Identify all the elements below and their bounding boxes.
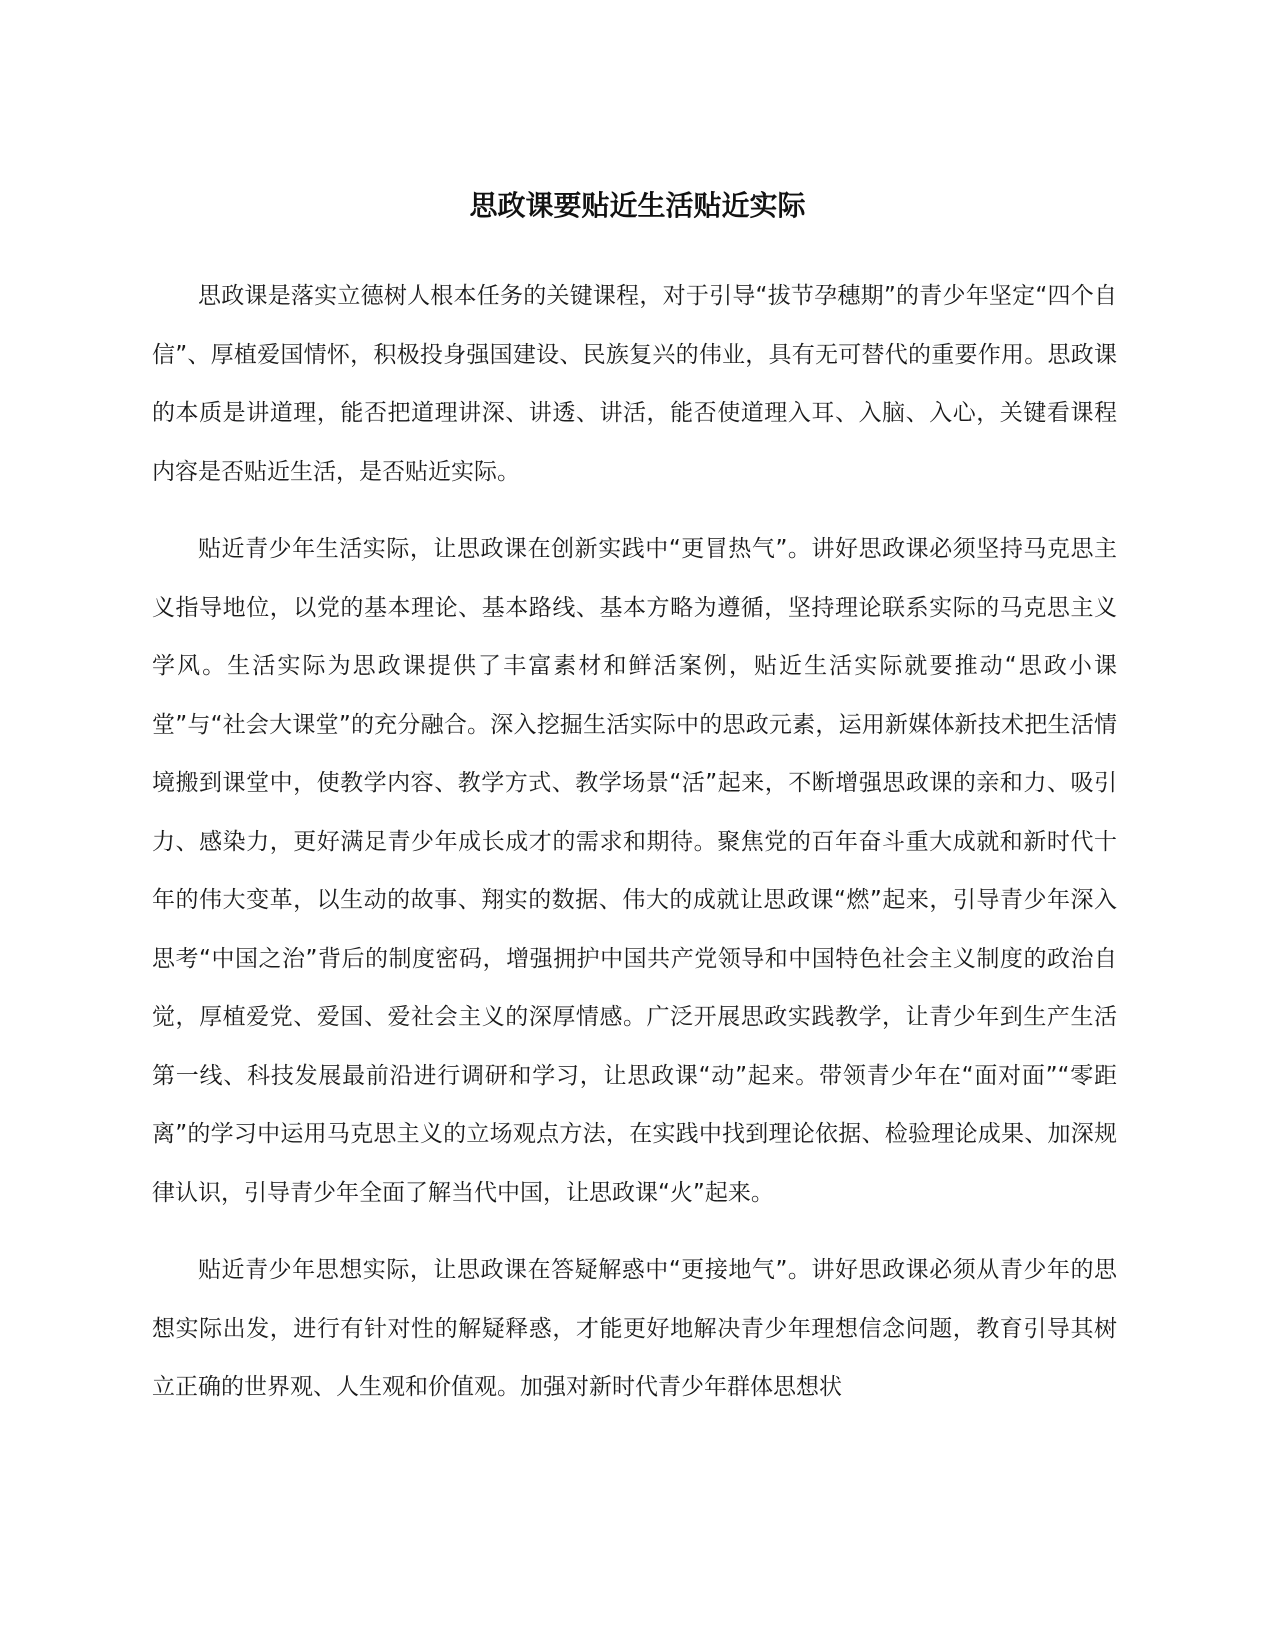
paragraph-intro: 思政课是落实立德树人根本任务的关键课程，对于引导“拔节孕穗期”的青少年坚定“四个自信”、厚植爱国情怀，积极投身强国建设、民族复兴的伟业，具有无可替代的重要作用。思政课的本质是讲道理，能否把道理讲深、讲透、讲活，能否使道理入耳、入脑、入心，关键看课程内容是否贴近生活，是否贴近实际。 <box>152 283 1117 485</box>
paragraph-thought-practice: 贴近青少年思想实际，让思政课在答疑解惑中“更接地气”。讲好思政课必须从青少年的思想实际出发，进行有针对性的解疑释惑，才能更好地解决青少年理想信念问题，教育引导其树立正确的世界观、人生观和价值观。加强对新时代青少年群体思想状 <box>152 1257 1117 1400</box>
document-body <box>152 267 1117 1436</box>
paragraph-life-practice: 贴近青少年生活实际，让思政课在创新实践中“更冒热气”。讲好思政课必须坚持马克思主义指导地位，以党的基本理论、基本路线、基本方略为遵循，坚持理论联系实际的马克思主义学风。生活实际为思政课提供了丰富素材和鲜活案例，贴近生活实际就要推动“思政小课堂”与“社会大课堂”的充分融合。深入挖掘生活实际中的思政元素，运用新媒体新技术把生活情境搬到课堂中，使教学内容、教学方式、教学场景“活”起来，不断增强思政课的亲和力、吸引力、感染力，更好满足青少年成长成才的需求和期待。聚焦党的百年奋斗重大成就和新时代十年的伟大变革，以生动的故事、翔实的数据、伟大的成就让思政课“燃”起来，引导青少年深入思考“中国之治”背后的制度密码，增强拥护中国共产党领导和中国特色社会主义制度的政治自觉，厚植爱党、爱国、爱社会主义的深厚情感。广泛开展思政实践教学，让青少年到生产生活第一线、科技发展最前沿进行调研和学习，让思政课“动”起来。带领青少年在“面对面”“零距离”的学习中运用马克思主义的立场观点方法，在实践中找到理论依据、检验理论成果、加深规律认识，引导青少年全面了解当代中国，让思政课“火”起来。 <box>152 536 1117 1206</box>
document-title: 思政课要贴近生活贴近实际 <box>469 189 806 222</box>
